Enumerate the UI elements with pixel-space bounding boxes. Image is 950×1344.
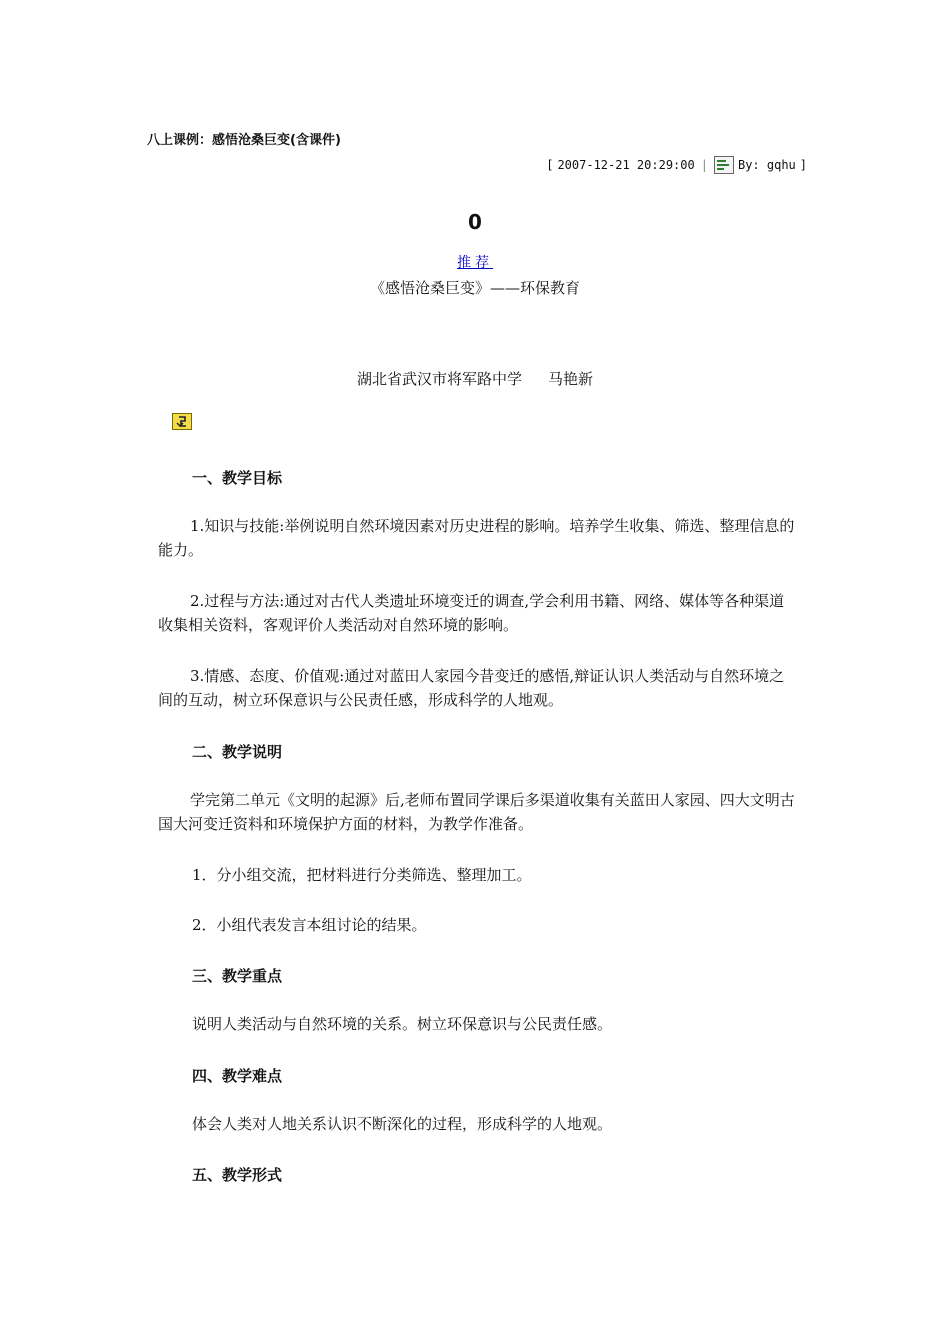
paragraph: 1．分小组交流，把材料进行分类筛选、整理加工。 <box>192 866 532 884</box>
section-heading: 二、教学说明 <box>192 743 283 761</box>
view-count: 0 <box>468 210 482 234</box>
attachment-icon[interactable] <box>172 413 192 430</box>
paragraph: 说明人类活动与自然环境的关系。树立环保意识与公民责任感。 <box>192 1015 613 1033</box>
meta-separator: | <box>700 158 708 172</box>
section-heading: 四、教学难点 <box>192 1067 283 1085</box>
school-name: 湖北省武汉市将军路中学 <box>356 370 522 388</box>
section-heading: 五、教学形式 <box>192 1166 283 1184</box>
paragraph: 1.知识与技能:举例说明自然环境因素对历史进程的影响。培养学生收集、筛选、整理信息的能力。 <box>158 517 795 559</box>
section-heading: 三、教学重点 <box>192 967 283 985</box>
section-heading: 一、教学目标 <box>192 469 283 487</box>
paragraph: 3.情感、态度、价值观:通过对蓝田人家园今昔变迁的感悟,辩证认识人类活动与自然环境之间的互动，树立环保意识与公民责任感，形成科学的人地观。 <box>158 667 785 709</box>
post-author[interactable]: By: gqhu <box>737 158 796 172</box>
paragraph: 2．小组代表发言本组讨论的结果。 <box>192 916 427 934</box>
paragraph: 2.过程与方法:通过对古代人类遗址环境变迁的调查,学会利用书籍、网络、媒体等各种渠道收集相关资料，客观评价人类活动对自然环境的影响。 <box>158 592 785 634</box>
meta-close-bracket: ] <box>799 158 807 172</box>
recommend-link[interactable]: 推荐 <box>457 255 493 271</box>
author-icon <box>714 156 734 174</box>
article-title: 八上课例：感悟沧桑巨变(含课件) <box>147 133 341 148</box>
meta-open-bracket: [ <box>546 158 554 172</box>
post-meta <box>546 156 807 174</box>
article-subtitle: 《感悟沧桑巨变》——环保教育 <box>369 279 580 297</box>
author-name: 马艳新 <box>548 370 594 388</box>
paragraph: 体会人类对人地关系认识不断深化的过程，形成科学的人地观。 <box>192 1115 613 1133</box>
paragraph: 学完第二单元《文明的起源》后,老师布置同学课后多渠道收集有关蓝田人家园、四大文明古国大河变迁资料和环境保护方面的材料，为教学作准备。 <box>158 791 795 833</box>
post-datetime: 2007-12-21 20:29:00 <box>557 158 695 172</box>
recommend-row <box>0 252 950 272</box>
author-line <box>0 368 950 389</box>
